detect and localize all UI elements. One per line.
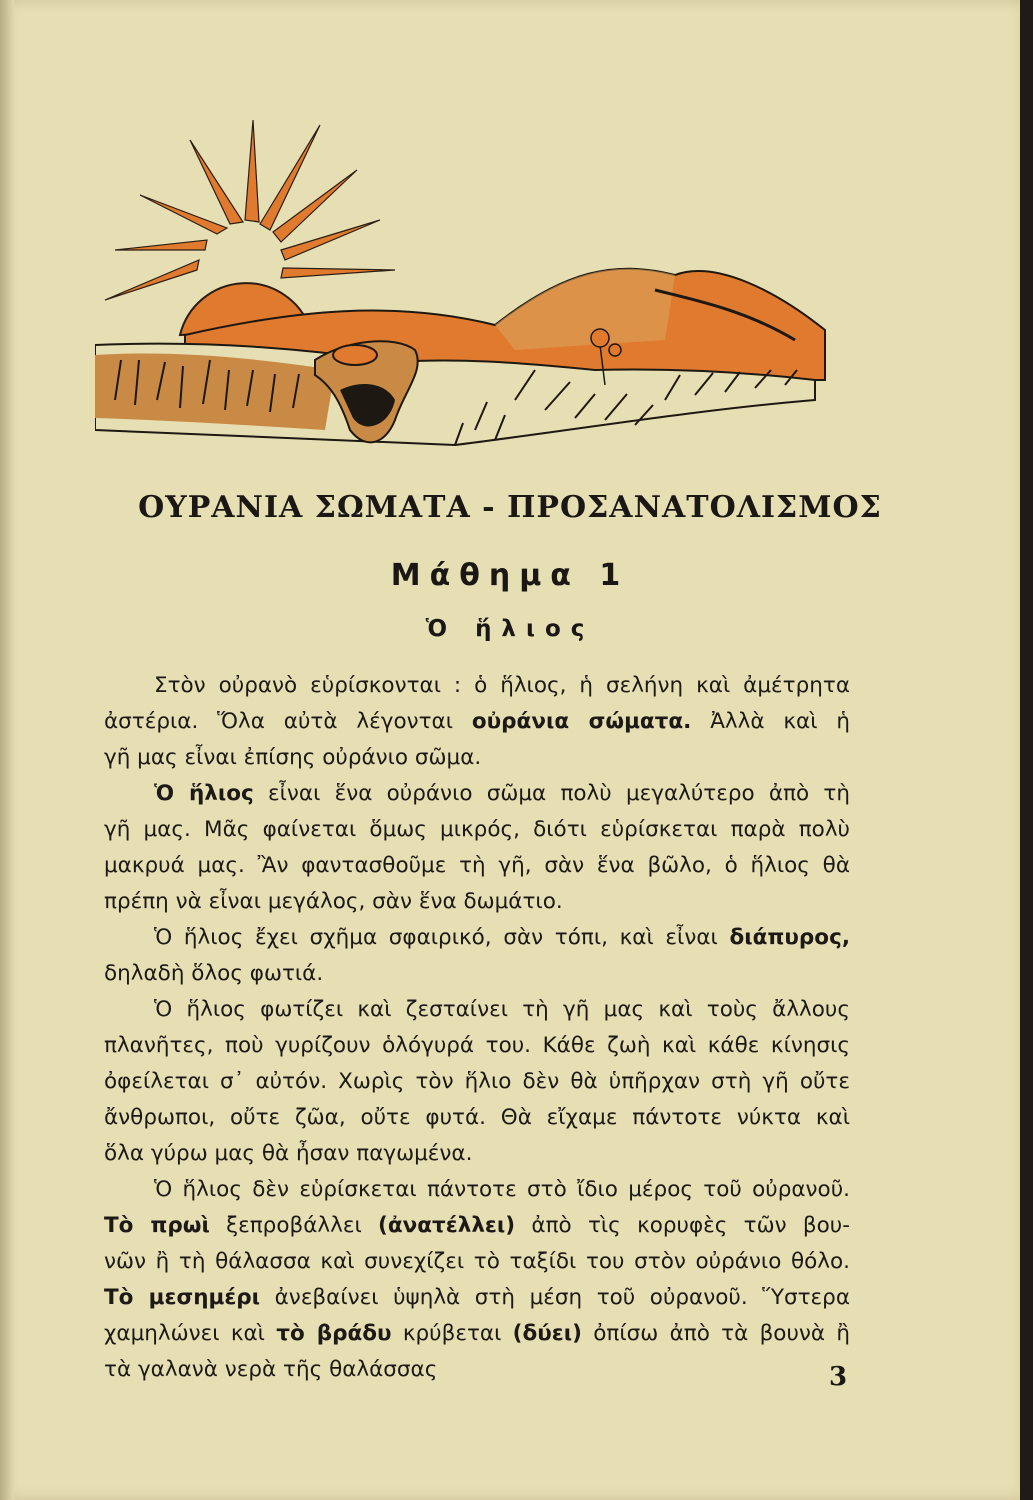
term-evening: τὸ βράδυ (276, 1321, 392, 1346)
text-line: Ὁ ἥλιος εἶναι ἕνα οὐράνιο σῶμα πολὺ μεγαλύτερο ἀπὸ τὴ (154, 781, 850, 806)
topic-title: Ὁ ἥλιος (425, 616, 595, 642)
text-line: γῆ μας εἶναι ἐπίσης οὐράνιο σῶμα. (104, 745, 482, 770)
term-sets: (δύει) (512, 1321, 582, 1346)
text-line: ὀφείλεται σ᾽ αὐτόν. Χωρὶς τὸν ἥλιο δὲν θὰ ὑπῆρχαν στὴ γῆ οὔτε (104, 1069, 850, 1094)
term-noon: Τὸ μεσημέρι (104, 1285, 261, 1310)
text-line: ὅλα γύρω μας θὰ ἦσαν παγωμένα. (104, 1141, 473, 1166)
text-line: πρέπη νὰ εἶναι μεγάλος, σὰν ἕνα δωμάτιο. (104, 889, 563, 914)
chapter-title: ΟΥΡΑΝΙΑ ΣΩΜΑΤΑ - ΠΡΟΣΑΝΑΤΟΛΙΣΜΟΣ (138, 490, 882, 525)
text-line: Τὸ πρωὶ ξεπροβάλλει (ἀνατέλλει) ἀπὸ τὶς κορυφὲς τῶν βου- (104, 1213, 851, 1238)
text-line: Ὁ ἥλιος δὲν εὑρίσκεται πάντοτε στὸ ἴδιο μέρος τοῦ οὐρανοῦ. (154, 1177, 850, 1202)
text-line: ἄνθρωποι, οὔτε ζῶα, οὔτε φυτά. Θὰ εἴχαμε πάντοτε νύκτα καὶ (104, 1105, 850, 1130)
term-rises: (ἀνατέλλει) (378, 1213, 516, 1238)
text-line: πλανῆτες, ποὺ γυρίζουν ὁλόγυρά του. Κάθε ζωὴ καὶ κάθε κίνησις (104, 1033, 850, 1058)
text-line: μακρυά μας. Ἂν φαντασθοῦμε τὴ γῆ, σὰν ἕνα βῶλο, ὁ ἥλιος θὰ (104, 853, 850, 878)
book-edge (1020, 0, 1033, 1500)
term-celestial-bodies: οὐράνια σώματα. (471, 709, 692, 734)
text-line: νῶν ἢ τὴ θάλασσα καὶ συνεχίζει τὸ ταξίδι του στὸν οὐράνιο θόλο. (104, 1249, 850, 1274)
sunrise-landscape-illustration (95, 100, 835, 470)
text-line: Τὸ μεσημέρι ἀνεβαίνει ὑψηλὰ στὴ μέση τοῦ οὐρανοῦ. Ὕστερα (104, 1285, 850, 1310)
lesson-title: Μάθημα 1 (390, 558, 630, 593)
text-line: χαμηλώνει καὶ τὸ βράδυ κρύβεται (δύει) ὀπίσω ἀπὸ τὰ βουνὰ ἢ (104, 1321, 850, 1346)
text-line: Ὁ ἥλιος φωτίζει καὶ ζεσταίνει τὴ γῆ μας καὶ τοὺς ἄλλους (154, 997, 850, 1022)
term-incandescent: διάπυρος, (729, 925, 850, 950)
text-line: ἀστέρια. Ὅλα αὐτὰ λέγονται οὐράνια σώματα. Ἀλλὰ καὶ ἡ (104, 709, 850, 734)
lesson-body (104, 668, 850, 1388)
term-sun: Ὁ ἥλιος (154, 781, 254, 806)
page-number: 3 (829, 1362, 848, 1392)
text-line: δηλαδὴ ὅλος φωτιά. (104, 961, 324, 986)
text-line: τὰ γαλανὰ νερὰ τῆς θαλάσσας (104, 1357, 438, 1382)
page-spine-shadow (0, 0, 14, 1500)
text-line: γῆ μας. Μᾶς φαίνεται ὅμως μικρός, διότι εὑρίσκεται παρὰ πολὺ (104, 817, 850, 842)
term-morning: Τὸ πρωὶ (104, 1213, 210, 1238)
text-line: Ὁ ἥλιος ἔχει σχῆμα σφαιρικό, σὰν τόπι, καὶ εἶναι διάπυρος, (154, 925, 850, 950)
text-line: Στὸν οὐρανὸ εὑρίσκονται : ὁ ἥλιος, ἡ σελήνη καὶ ἀμέτρητα (154, 673, 850, 698)
